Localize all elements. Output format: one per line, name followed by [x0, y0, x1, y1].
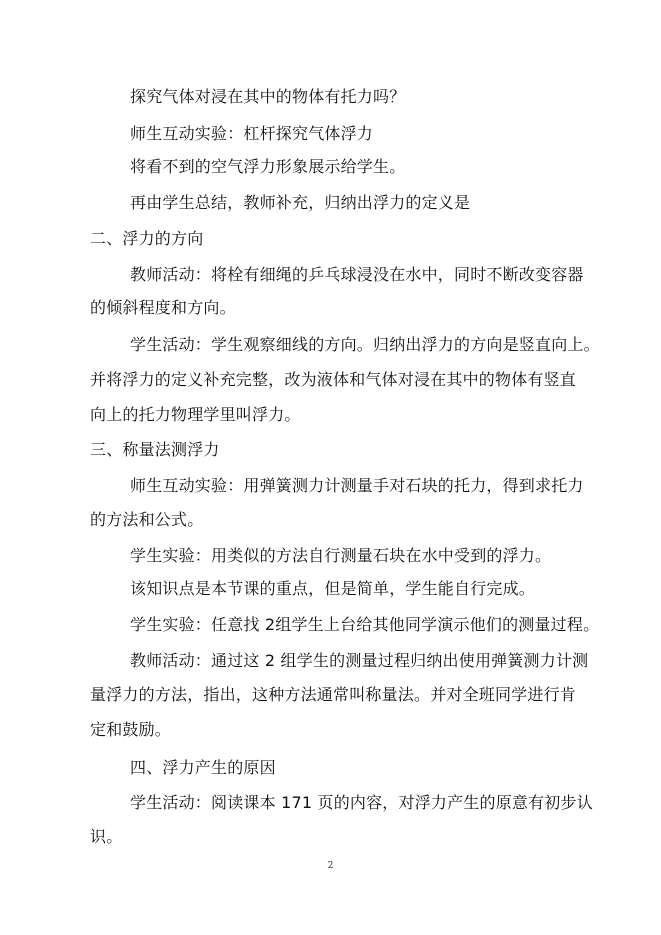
- section-heading: 二、浮力的方向: [90, 229, 204, 248]
- paragraph-line: 的倾斜程度和方向。: [90, 298, 236, 317]
- paragraph-line: 探究气体对浸在其中的物体有托力吗？: [130, 87, 406, 106]
- section-heading: 四、浮力产生的原因: [130, 758, 276, 777]
- paragraph-line: 教师活动：通过这 2 组学生的测量过程归纳出使用弹簧测力计测: [130, 651, 589, 670]
- paragraph-line: 教师活动：将栓有细绳的乒乓球浸没在水中，同时不断改变容器: [130, 265, 584, 284]
- paragraph-line: 学生活动：阅读课本 171 页的内容，对浮力产生的原意有初步认: [130, 793, 593, 812]
- paragraph-line: 定和鼓励。: [90, 720, 172, 739]
- paragraph-line: 学生实验：任意找 2组学生上台给其他同学演示他们的测量过程。: [130, 615, 600, 634]
- paragraph-line: 再由学生总结，教师补充，归纳出浮力的定义是: [130, 193, 471, 212]
- paragraph-line: 量浮力的方法，指出，这种方法通常叫称量法。并对全班同学进行肯: [90, 685, 577, 704]
- section-heading: 三、称量法测浮力: [90, 440, 220, 459]
- paragraph-line: 学生实验：用类似的方法自行测量石块在水中受到的浮力。: [130, 546, 552, 565]
- paragraph-line: 将看不到的空气浮力形象展示给学生。: [130, 157, 406, 176]
- paragraph-line: 师生互动实验：用弹簧测力计测量手对石块的托力，得到求托力: [130, 476, 584, 495]
- paragraph-line: 学生活动：学生观察细线的方向。归纳出浮力的方向是竖直向上。: [130, 335, 600, 354]
- paragraph-line: 的方法和公式。: [90, 510, 204, 529]
- paragraph-line: 该知识点是本节课的重点，但是简单，学生能自行完成。: [130, 579, 536, 598]
- paragraph-line: 识。: [90, 827, 123, 846]
- paragraph-line: 师生互动实验：杠杆探究气体浮力: [130, 124, 374, 143]
- page-number: 2: [327, 861, 334, 871]
- paragraph-line: 并将浮力的定义补充完整，改为液体和气体对浸在其中的物体有竖直: [90, 370, 577, 389]
- paragraph-line: 向上的托力物理学里叫浮力。: [90, 405, 301, 424]
